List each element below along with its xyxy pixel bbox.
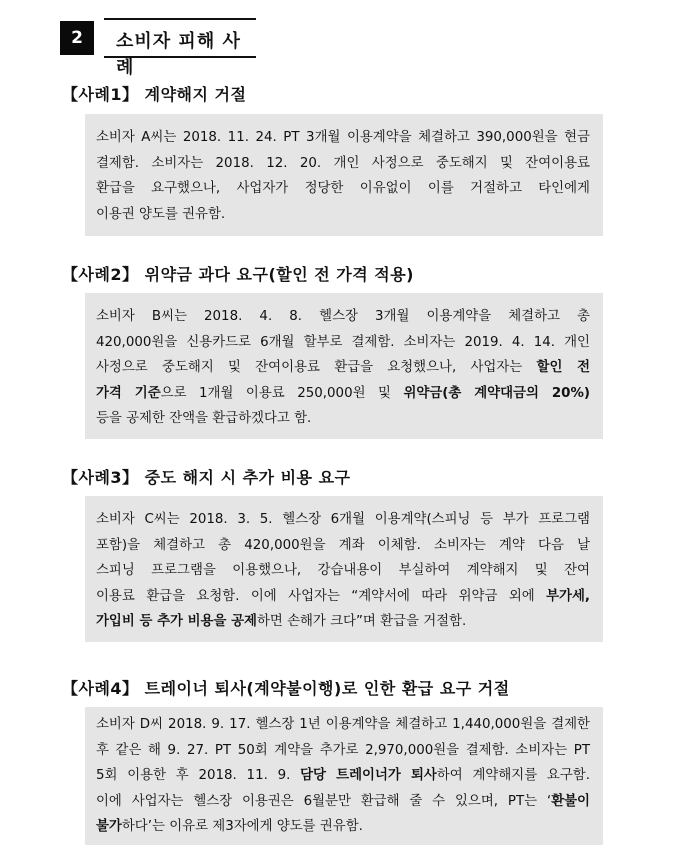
text: 사정으로 중도해지 및 잔여이용료 환급을 요청했으나, 사업자는 xyxy=(96,360,537,375)
section-number: 2 xyxy=(60,21,94,55)
case-text-line xyxy=(96,333,590,353)
case-4-title: 【사례4】 트레이너 퇴사(계약불이행)로 인한 환급 요구 거절 xyxy=(62,679,510,698)
section-title: 소비자 피해 사례 xyxy=(116,31,241,78)
case-text-line xyxy=(96,358,590,378)
case-text-line xyxy=(96,179,590,199)
case-text-line xyxy=(96,510,590,530)
case-text-line xyxy=(96,715,590,735)
case-text-line xyxy=(96,561,590,581)
case-3-box xyxy=(85,496,603,642)
case-text-line xyxy=(96,587,590,607)
bold-text: 위약금(총 계약대금의 20%) xyxy=(403,385,591,401)
bold-text: 담당 트레이너가 퇴사 xyxy=(300,768,437,783)
case-text-line xyxy=(96,536,590,556)
bold-text: 부가세, xyxy=(546,588,590,604)
text: 결제함. 소비자는 2018. 12. 20. 개인 사정으로 중도해지 및 잔여이용료 xyxy=(96,155,590,171)
case-text-line xyxy=(96,307,590,327)
case-2-box xyxy=(85,293,603,439)
case-text-line xyxy=(96,612,590,632)
case-4-box xyxy=(85,707,603,845)
text: 후 같은 해 9. 27. PT 50회 계약을 추가로 2,970,000원을 결제함. 소비자는 PT xyxy=(96,742,590,758)
text: 하다’는 이유로 제3자에게 양도를 권유함. xyxy=(121,819,363,834)
text: 스피닝 프로그램을 이용했으나, 강습내용이 부실하여 계약해지 및 잔여 xyxy=(96,563,590,578)
text: 이용권 양도를 권유함. xyxy=(96,206,226,222)
case-1-box xyxy=(85,114,603,236)
bold-text: 가입비 등 추가 비용을 공제 xyxy=(96,614,257,629)
section-title-box xyxy=(104,18,256,78)
text: 소비자 C씨는 2018. 3. 5. 헬스장 6개월 이용계약(스피닝 등 부가 프로그램 xyxy=(96,512,590,527)
case-text-line xyxy=(96,384,590,404)
case-text-line xyxy=(96,205,590,225)
text: 등을 공제한 잔액을 환급하겠다고 함. xyxy=(96,411,312,426)
text: 420,000원을 신용카드로 6개월 할부로 결제함. 소비자는 2019. 4. 14. 개인 xyxy=(96,334,590,350)
text: 이용료 환급을 요청함. 이에 사업자는 “계약서에 따라 위약금 외에 xyxy=(96,588,547,604)
text: 으로 1개월 이용료 250,000원 및 xyxy=(160,385,404,401)
bold-text: 환불이 xyxy=(551,793,590,809)
case-text-line xyxy=(96,128,590,148)
case-text-line xyxy=(96,154,590,174)
text: 환급을 요구했으나, 사업자가 정당한 이유없이 이를 거절하고 타인에게 xyxy=(96,181,590,196)
case-text-line xyxy=(96,741,590,761)
text: 포함)을 체결하고 총 420,000원을 계좌 이체함. 소비자는 계약 다음 날 xyxy=(96,537,590,553)
section-header xyxy=(60,18,256,78)
text: 소비자 D씨 2018. 9. 17. 헬스장 1년 이용계약을 체결하고 1,440,000원을 결제한 xyxy=(96,717,590,732)
case-text-line xyxy=(96,766,590,786)
bold-text: 불가 xyxy=(96,819,122,834)
text: 소비자 B씨는 2018. 4. 8. 헬스장 3개월 이용계약을 체결하고 총 xyxy=(96,309,590,324)
case-1-title: 【사례1】 계약해지 거절 xyxy=(62,85,247,104)
text: 5회 이용한 후 2018. 11. 9. xyxy=(96,768,301,783)
case-text-line xyxy=(96,792,590,812)
text: 소비자 A씨는 2018. 11. 24. PT 3개월 이용계약을 체결하고 390,000원을 현금 xyxy=(96,130,590,145)
case-text-line xyxy=(96,817,590,837)
text: 하면 손해가 크다”며 환급을 거절함. xyxy=(256,614,467,629)
case-text-line xyxy=(96,409,590,429)
text: 이에 사업자는 헬스장 이용권은 6월분만 환급해 줄 수 있으며, PT는 ‘ xyxy=(96,793,552,809)
bold-text: 가격 기준 xyxy=(96,385,161,401)
case-2-title: 【사례2】 위약금 과다 요구(할인 전 가격 적용) xyxy=(62,265,414,284)
bold-text: 할인 전 xyxy=(536,360,591,375)
text: 하여 계약해지를 요구함. xyxy=(436,768,590,783)
case-3-title: 【사례3】 중도 해지 시 추가 비용 요구 xyxy=(62,468,351,487)
